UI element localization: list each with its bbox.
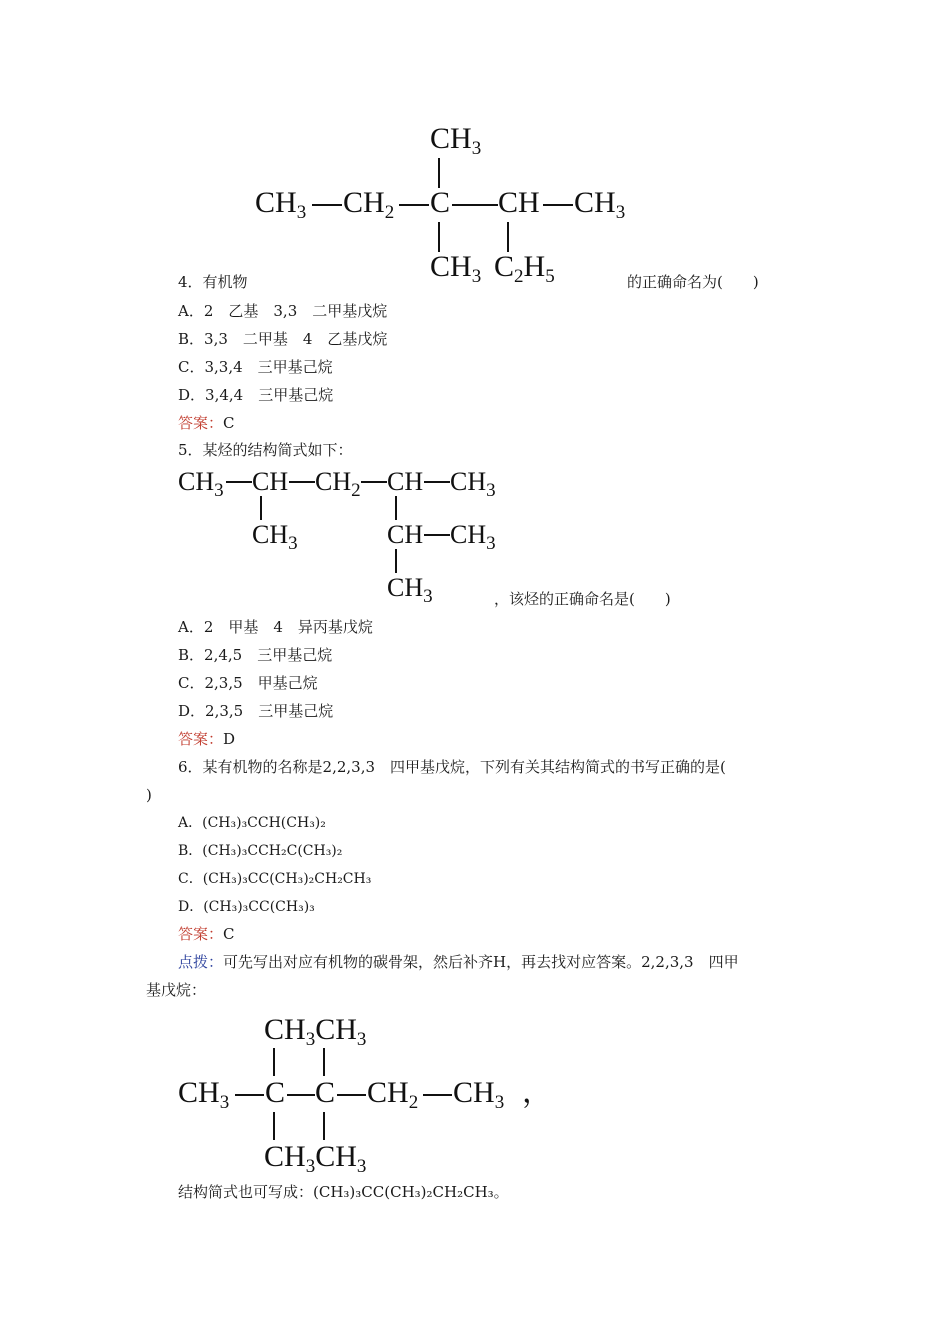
q5-option-c: C．2,3,5 甲基己烷 (178, 674, 318, 692)
q5-stem-suffix: ，该烃的正确命名是( ) (494, 590, 671, 608)
q4-main-c: C (430, 186, 451, 219)
q6-bond-2 (287, 1094, 315, 1096)
q6-tip-line2: 基戊烷： (146, 981, 207, 999)
q4-stem-prefix: 4．有机物 (178, 273, 248, 291)
q4-answer (178, 413, 235, 433)
q5-option-b: B．2,4,5 三甲基己烷 (178, 646, 333, 664)
q5-branch-ch3-1: $CH_3$ (252, 520, 298, 554)
q4-option-a: A．2 乙基 3,3 二甲基戊烷 (178, 302, 388, 320)
q4-answer-value: C (223, 414, 235, 432)
q5-main-ch-1: CH (252, 467, 289, 496)
q5-option-d: D．2,3,5 三甲基己烷 (178, 702, 334, 720)
q6-stem-line2: ) (146, 786, 152, 804)
q4-option-d: D．3,4,4 三甲基己烷 (178, 386, 334, 404)
q6-tip-text: 可先写出对应有机物的碳骨架，然后补齐H，再去找对应答案。2,2,3,3 四甲 (223, 953, 739, 971)
q4-bond-top (438, 158, 440, 188)
q6-tip-line1 (178, 952, 739, 972)
q4-option-b: B．3,3 二甲基 4 乙基戊烷 (178, 330, 388, 348)
q6-tip-label: 点拨： (178, 953, 224, 971)
q4-top-ch3: $CH_3$ (430, 122, 482, 159)
q6-option-c: C．(CH₃)₃CC(CH₃)₂CH₂CH₃ (178, 871, 372, 887)
q5-bond-down-1 (260, 496, 262, 520)
q4-main-ch3-left: $CH_3$ (255, 186, 307, 223)
q6-answer (178, 924, 235, 944)
q4-main-ch2: $CH_2$ (343, 186, 395, 223)
q4-bottom-c2h5: $C_2H_5$ (494, 250, 555, 287)
q5-branch-ch: CH (387, 520, 424, 549)
q4-option-c: C．3,3,4 三甲基己烷 (178, 358, 333, 376)
q6-bond-down-2 (323, 1112, 325, 1140)
q4-bond-down-c (438, 222, 440, 252)
q5-answer (178, 729, 235, 749)
q6-option-b: B．(CH₃)₃CCH₂C(CH₃)₂ (178, 843, 343, 859)
q5-branch-ch3-2: $CH_3$ (450, 520, 496, 554)
q5-stem: 5．某烃的结构简式如下： (178, 441, 353, 459)
q6-stem-line1: 6．某有机物的名称是2,2,3,3 四甲基戊烷，下列有关其结构简式的书写正确的是( (178, 758, 726, 776)
q6-main-c-1: C (265, 1076, 286, 1109)
q6-structure-comma: ， (522, 1076, 552, 1109)
q6-main-ch3-left: $CH_3$ (178, 1076, 230, 1113)
q5-bond-5 (424, 534, 450, 536)
q6-bond-up-1 (273, 1048, 275, 1076)
q6-bond-down-1 (273, 1112, 275, 1140)
q4-bond-down-ch (507, 222, 509, 252)
q6-main-ch3-right: $CH_3$ (453, 1076, 505, 1113)
q6-bond-1 (235, 1094, 264, 1096)
q4-bond-1 (312, 204, 342, 206)
q5-main-ch3-right: $CH_3$ (450, 467, 496, 501)
q4-bottom-ch3: $CH_3$ (430, 250, 482, 287)
q5-bond-down-3 (395, 549, 397, 573)
q4-main-ch: CH (498, 186, 540, 219)
q6-answer-label: 答案： (178, 925, 224, 943)
q4-main-ch3-right: $CH_3$ (574, 186, 626, 223)
q6-closing: 结构简式也可写成：(CH₃)₃CC(CH₃)₂CH₂CH₃。 (178, 1183, 509, 1201)
q5-main-ch2: $CH_2$ (315, 467, 361, 501)
q5-bond-4 (424, 481, 450, 483)
q6-bond-up-2 (323, 1048, 325, 1076)
q6-bottom-ch3-pair: $CH_3CH_3$ (264, 1140, 367, 1177)
q5-branch-ch3-3: $CH_3$ (387, 573, 433, 607)
q5-main-ch-2: CH (387, 467, 424, 496)
q4-bond-4 (543, 204, 573, 206)
q6-top-ch3-pair: $CH_3CH_3$ (264, 1013, 367, 1050)
q4-answer-label: 答案： (178, 414, 224, 432)
q6-answer-value: C (223, 925, 235, 943)
q5-option-a: A．2 甲基 4 异丙基戊烷 (178, 618, 373, 636)
q6-main-c-2: C (315, 1076, 336, 1109)
q5-answer-label: 答案： (178, 730, 224, 748)
q6-option-d: D．(CH₃)₃CC(CH₃)₃ (178, 899, 315, 915)
q4-stem-suffix: 的正确命名为( ) (627, 273, 759, 291)
q4-bond-2 (399, 204, 429, 206)
q6-bond-4 (423, 1094, 452, 1096)
q4-bond-3 (452, 204, 498, 206)
q5-bond-1 (226, 481, 252, 483)
q5-bond-2 (289, 481, 315, 483)
q5-bond-3 (361, 481, 387, 483)
q6-main-ch2: $CH_2$ (367, 1076, 419, 1113)
q5-bond-down-2 (395, 496, 397, 520)
q6-option-a: A．(CH₃)₃CCH(CH₃)₂ (178, 815, 326, 831)
q5-answer-value: D (223, 730, 236, 748)
q6-bond-3 (337, 1094, 366, 1096)
q5-main-ch3-left: $CH_3$ (178, 467, 224, 501)
